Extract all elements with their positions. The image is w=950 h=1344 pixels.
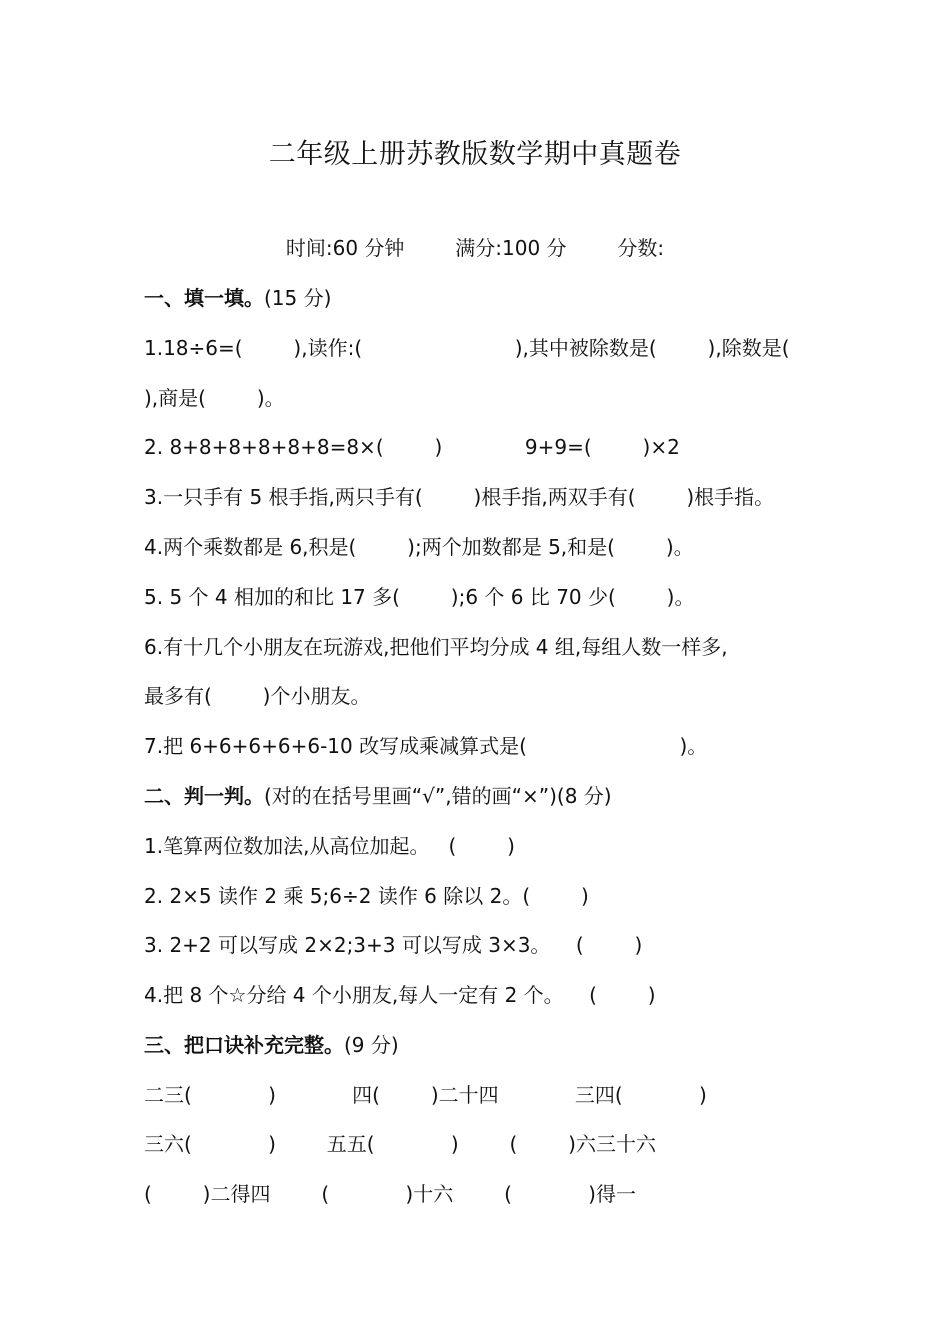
exam-info: 时间:60 分钟 满分:100 分 分数: xyxy=(285,236,665,260)
section1-line-9: 7.把 6+6+6+6+6-10 改写成乘减算式是( )。 xyxy=(144,734,708,758)
page-title: 二年级上册苏教版数学期中真题卷 xyxy=(268,139,682,170)
section3-note: (9 分) xyxy=(344,1033,399,1057)
section3-line-3: ( )二得四 ( )十六 ( )得一 xyxy=(144,1182,636,1206)
section1-heading-text: 一、填一填。 xyxy=(144,286,264,310)
section1-line-6: 5. 5 个 4 相加的和比 17 多( );6 个 6 比 70 少( )。 xyxy=(144,585,695,609)
section1-line-3: 2. 8+8+8+8+8+8=8×( ) 9+9=( )×2 xyxy=(144,435,680,459)
section1-line-5: 4.两个乘数都是 6,积是( );两个加数都是 5,和是( )。 xyxy=(144,535,694,559)
section3-line-2: 三六( ) 五五( ) ( )六三十六 xyxy=(144,1132,656,1156)
section3-line-1: 二三( ) 四( )二十四 三四( ) xyxy=(144,1083,707,1107)
section2-line-1: 1.笔算两位数加法,从高位加起。 ( ) xyxy=(144,834,515,858)
section2-line-4: 4.把 8 个☆分给 4 个小朋友,每人一定有 2 个。 ( ) xyxy=(144,983,656,1007)
section2-line-3: 3. 2+2 可以写成 2×2;3+3 可以写成 3×3。 ( ) xyxy=(144,933,643,957)
section3-heading xyxy=(144,1031,399,1059)
section1-line-2: ),商是( )。 xyxy=(144,386,285,410)
section1-line-8: 最多有( )个小朋友。 xyxy=(144,684,371,708)
section2-heading-text: 二、判一判。 xyxy=(144,784,264,808)
section1-line-7: 6.有十几个小朋友在玩游戏,把他们平均分成 4 组,每组人数一样多, xyxy=(144,635,728,659)
section2-line-2: 2. 2×5 读作 2 乘 5;6÷2 读作 6 除以 2。( ) xyxy=(144,884,589,908)
section1-heading xyxy=(144,284,331,312)
section1-note: (15 分) xyxy=(264,286,332,310)
section1-line-4: 3.一只手有 5 根手指,两只手有( )根手指,两双手有( )根手指。 xyxy=(144,485,775,509)
section2-note: (对的在括号里画“√”,错的画“×”)(8 分) xyxy=(264,784,612,808)
section2-heading xyxy=(144,782,612,810)
section3-heading-text: 三、把口诀补充完整。 xyxy=(144,1033,344,1057)
section1-line-1: 1.18÷6=( ),读作:( ),其中被除数是( ),除数是( xyxy=(144,336,790,360)
